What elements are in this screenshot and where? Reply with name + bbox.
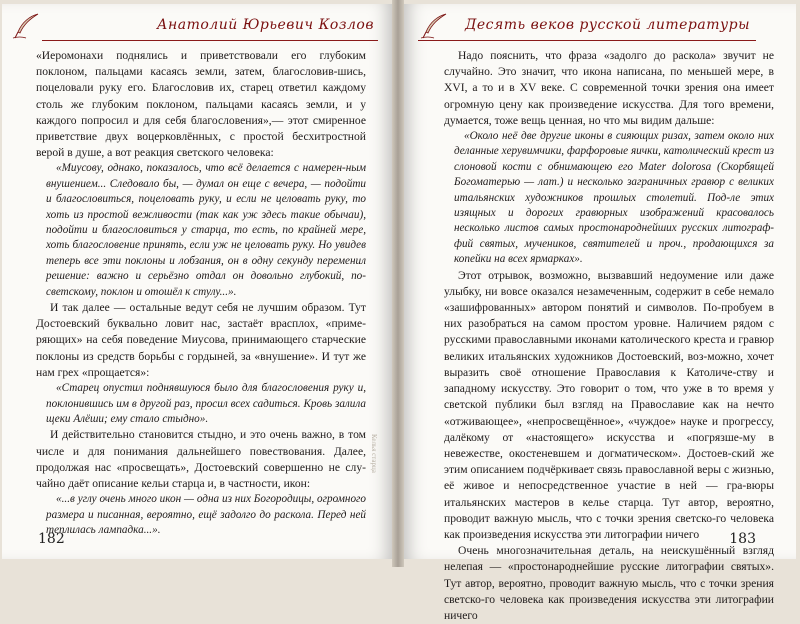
right-running-header [418,14,756,41]
left-quotation-2: «Миусову, однако, показалось, что всё делается с намерен-ным внушением... Следовало бы, — думал он еще с вечера, — подойти и благословиться, поцеловать руку, и если не целовать руку, то хоть из простой вежливости (так как уж здесь такие обычаи), подойти и благословиться у старца, то есть, по крайней мере, хоть благословение принять, если уж не целовать руку. Но увидев теперь все эти поклоны и лобзания, он в одну секунду переменил решение: важно и серьёзно отдал он довольно глубокий, по-светскому, поклон и отошёл к стулу...». [46,162,366,298]
left-paragraph-5: И действительно становится стыдно, и это очень важно, в том числе и для понимания дальнейшего повествования. Далее, продолжая нас «просвещать», Достоевский совершенно не слу-чайно даёт описание кельи старца и, в частности, икон: [36,428,366,490]
right-page [404,4,796,622]
right-body-text [444,48,774,624]
book-gutter [392,0,404,567]
left-header-title: Анатолий Юрьевич Козлов [156,17,374,33]
right-quotation-2: «Около неё две другие иконы в сияющих ризах, затем около них деланные херувимчики, фарфоровые яички, католический крест из слоновой кости с обнимающею его Mater dolorosa (Скорбящей Богоматерью — лат.) и несколько заграничных гравюр с великих итальянских художников прошлых столетий. Под-ле этих изящных и дорогих гравюрных изображений красовалось несколько листов самых простонароднейших русских литограф-фий святых, мучеников, святителей и проч., продающихся за копейки на всех ярмарках». [454,130,774,266]
right-paragraph-4: Очень многозначительная деталь, на неискушённый взгляд нелепая — «простонароднейшие русские литографии святых». Тут автор, вероятно, проводит важную мысль, что с точки зрения светско-го человека как произведения искусства эти литографии ничего [444,544,774,622]
left-paragraph-3: И так далее — остальные ведут себя не лучшим образом. Тут Достоевский буквально ловит нас, застаёт врасплох, «приме-ряющих» на себя поведение Миусова, принимающего старческие поклоны из средств борьбы с гордыней, за «внушение». И тут же нам грех «прощается»: [36,301,366,379]
left-body-text [36,48,366,538]
left-running-header [42,14,378,41]
left-quotation-4: «Старец опустил поднявшуюся было для благословения руку и, поклонившись им в другой раз, просил всех садиться. Кровь залила щеки Алёши; ему стало стыдно». [46,382,366,425]
left-page-number: 182 [38,531,65,547]
right-paragraph-3: Этот отрывок, возможно, вызвавший недоумение или даже улыбку, ни вовсе оказался незамеченным, содержит в себе немало «зашифрованных» автором понятий и символов. По-пробуем в них разобраться на самом простом уровне. Наличием рядом с русскими православными иконами католического креста и гравюр великих итальянских художников Достоевский, воз-можно, хочет выразить своё отношение Православия к Католиче-ству и западному искусству. Это говорит о том, что уже в то время у светской публики был взгляд на Православие как на нечто «отживающее», «непросвещённое», «чуждое» науке и прогрессу, далёкому от «настоящего» искусства и «погрязше-му в невежестве, окостеневшем и догматическом». Достоев-ский же этим описанием подчёркивает связь православной веры с жизнью, её живое и непосредственное участие в ней — гра-вюры итальянских мастеров в келье старца. Тут автор, вероятно, проводит важную мысль, что с точки зрения светско-го человека как произведения искусства эти литографии ничего [444,268,774,541]
left-quotation-6: «...в углу очень много икон — одна из них Богородицы, огромного размера и писанная, вероятно, ещё задолго до раскола. Перед ней теплилась лампадка...». [46,493,366,536]
quill-pen-icon [12,12,40,40]
right-header-title: Десять веков русской литературы [464,17,750,33]
right-paragraph-1: Надо пояснить, что фраза «задолго до раскола» звучит не случайно. Это значит, что икона написана, по меньшей мере, в XVI, а то и в XV веке. С современной точки зрения она имеет огромную цену как произведение искусства. Для того времени, думается, тоже вещь ценная, но что мы видим дальше: [444,49,774,127]
bleed-through-text: Келья старца [370,434,378,473]
right-page-number: 183 [729,531,756,547]
quill-pen-icon [420,12,448,40]
left-page [2,4,392,559]
left-paragraph-1: «Иеромонахи поднялись и приветствовали его глубоким поклоном, пальцами касаясь земли, затем, благословив-шись, поцеловали руку его. Благословив их, старец ответил каждому столь же глубоким поклоном, пальцами касаясь земли, и у каждого попросил и для себя благословения»,— этот смиренное приветствие двух воцерковлённых, с простой бесхитростной верой в душе, а вот реакция светского человека: [36,49,366,160]
